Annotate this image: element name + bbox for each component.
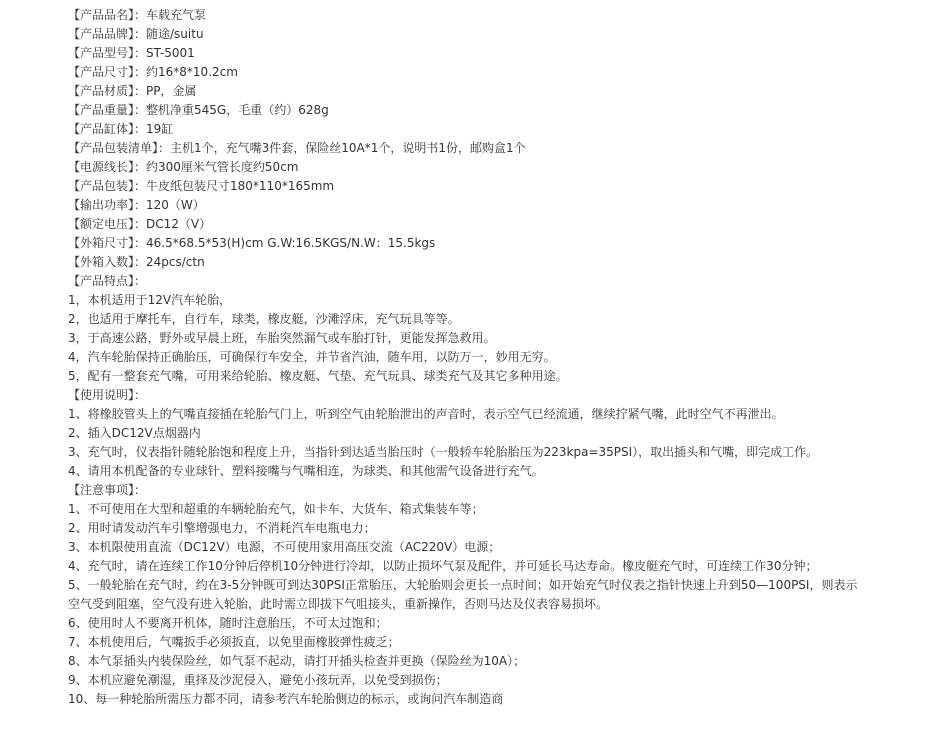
spec-row xyxy=(68,196,858,215)
features-heading: 【产品特点】： xyxy=(68,274,147,288)
note-item: 8、本气泵插头内装保险丝，如气泵不起动，请打开插头检查并更换（保险丝为10A）； xyxy=(68,654,526,668)
spec-label: 【产品尺寸】： xyxy=(68,65,147,79)
spec-row xyxy=(68,215,858,234)
spec-label: 【电源线长】： xyxy=(68,160,147,174)
usage-list xyxy=(68,405,858,481)
feature-item: 2，也适用于摩托车，自行车，球类，橡皮艇，沙滩浮床，充气玩具等等。 xyxy=(68,312,460,326)
note-item: 9、本机应避免潮湿，重择及沙泥侵入，避免小孩玩弄，以免受到损伤； xyxy=(68,673,448,687)
spec-value: PP，金属 xyxy=(146,84,197,98)
spec-value: 24pcs/ctn xyxy=(146,255,205,269)
spec-label: 【额定电压】： xyxy=(68,217,147,231)
spec-value: 整机净重545G，毛重（约）628g xyxy=(146,103,329,117)
spec-value: 19缸 xyxy=(146,122,174,136)
spec-value: 牛皮纸包装尺寸180*110*165mm xyxy=(146,179,335,193)
spec-label: 【产品包装清单】： xyxy=(68,141,171,155)
spec-value: DC12（V） xyxy=(146,217,212,231)
spec-label: 【产品包装】： xyxy=(68,179,147,193)
feature-item: 3，于高速公路，野外或早晨上班，车胎突然漏气或车胎打针，更能发挥急救用。 xyxy=(68,331,496,345)
spec-value: 46.5*68.5*53(H)cm G.W:16.5KGS/N.W：15.5kgs xyxy=(146,236,436,250)
note-item: 10、每一种轮胎所需压力都不同，请参考汽车轮胎侧边的标示，或询问汽车制造商 xyxy=(68,692,504,706)
notes-list xyxy=(68,500,858,709)
spec-label: 【产品重量】： xyxy=(68,103,147,117)
usage-step: 3、充气时，仪表指针随轮胎饱和程度上升，当指针到达适当胎压时（一般轿车轮胎胎压为223kpa=35PSI），取出插头和气嘴，即完成工作。 xyxy=(68,445,819,459)
spec-value: 约300厘米气管长度约50cm xyxy=(146,160,299,174)
spec-value: ST-5001 xyxy=(146,46,195,60)
spec-label: 【输出功率】： xyxy=(68,198,147,212)
usage-step: 2、插入DC12V点烟器内 xyxy=(68,426,201,440)
spec-row xyxy=(68,6,858,25)
spec-row xyxy=(68,25,858,44)
spec-row xyxy=(68,120,858,139)
feature-item: 1，本机适用于12V汽车轮胎， xyxy=(68,293,232,307)
notes-heading: 【注意事项】： xyxy=(68,483,147,497)
note-item: 6、使用时人不要离开机体，随时注意胎压，不可太过饱和； xyxy=(68,616,388,630)
spec-label: 【外箱入数】： xyxy=(68,255,147,269)
note-item: 2、用时请发动汽车引擎增强电力，不消耗汽车电瓶电力； xyxy=(68,521,376,535)
spec-row xyxy=(68,253,858,272)
usage-heading: 【使用说明】： xyxy=(68,388,147,402)
spec-label: 【产品材质】： xyxy=(68,84,147,98)
feature-item: 4，汽车轮胎保持正确胎压，可确保行车安全，并节省汽油，随车用，以防万一，妙用无穷。 xyxy=(68,350,556,364)
usage-step: 4、请用本机配备的专业球针、塑料接嘴与气嘴相连，为球类、和其他需气设备进行充气。 xyxy=(68,464,544,478)
spec-row xyxy=(68,158,858,177)
spec-label: 【产品型号】： xyxy=(68,46,147,60)
spec-row xyxy=(68,139,858,158)
usage-step: 1、将橡胶管头上的气嘴直接插在轮胎气门上，听到空气由轮胎泄出的声音时，表示空气已经流通，继续拧紧气嘴，此时空气不再泄出。 xyxy=(68,407,784,421)
spec-value: 主机1个，充气嘴3件套，保险丝10A*1个，说明书1份，邮购盒1个 xyxy=(170,141,526,155)
feature-item: 5，配有一整套充气嘴，可用来给轮胎、橡皮艇、气垫、充气玩具、球类充气及其它多种用途。 xyxy=(68,369,568,383)
spec-row xyxy=(68,101,858,120)
spec-row xyxy=(68,234,858,253)
spec-row xyxy=(68,177,858,196)
note-item: 5、一般轮胎在充气时，约在3-5分钟既可到达30PSI正常胎压，大轮胎则会更长一点时间；如开始充气时仪表之指针快速上升到50—100PSI，则表示空气受到阻塞，空气没有进入轮胎，此时需立即拔下气咀接头，重新操作，否则马达及仪表容易损坏。 xyxy=(68,578,858,611)
spec-label: 【产品缸体】： xyxy=(68,122,147,136)
spec-label: 【产品品牌】： xyxy=(68,27,147,41)
spec-row xyxy=(68,82,858,101)
product-description xyxy=(68,6,858,709)
spec-value: 120（W） xyxy=(146,198,205,212)
spec-list xyxy=(68,6,858,272)
note-item: 1、不可使用在大型和超重的车辆轮胎充气，如卡车、大货车、箱式集装车等； xyxy=(68,502,484,516)
spec-label: 【外箱尺寸】： xyxy=(68,236,147,250)
note-item: 4、充气时，请在连续工作10分钟后停机10分钟进行冷却，以防止损坏气泵及配件，并可延长马达寿命。橡皮艇充气时，可连续工作30分钟； xyxy=(68,559,818,573)
features-list xyxy=(68,291,858,386)
spec-row xyxy=(68,44,858,63)
spec-value: 约16*8*10.2cm xyxy=(146,65,238,79)
spec-label: 【产品品名】： xyxy=(68,8,147,22)
spec-row xyxy=(68,63,858,82)
spec-value: 随途/suitu xyxy=(146,27,204,41)
note-item: 3、本机限使用直流（DC12V）电源，不可使用家用高压交流（AC220V）电源； xyxy=(68,540,501,554)
note-item: 7、本机使用后，气嘴扳手必须扳直，以免里面橡胶弹性疲乏； xyxy=(68,635,400,649)
spec-value: 车载充气泵 xyxy=(146,8,207,22)
